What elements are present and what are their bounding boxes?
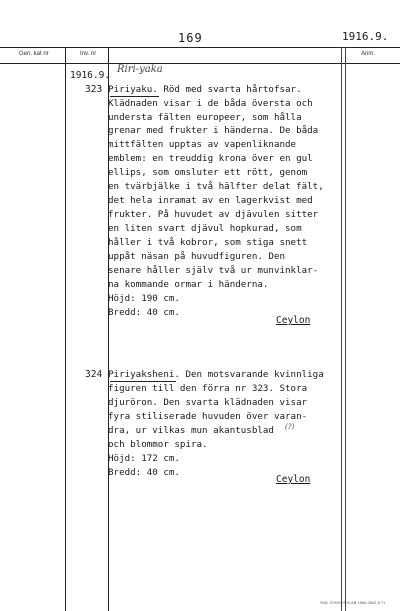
description-line: Piriyaku. Röd med svarta hårtofsar.	[108, 84, 302, 95]
column-inv-nr: Inv. nr	[80, 51, 97, 57]
handwritten-note: (?)	[285, 423, 295, 431]
column-gen-kat-nr: Gen. kat nr	[19, 51, 49, 57]
column-divider	[65, 47, 66, 611]
width-line: Bredd: 40 cm.	[108, 307, 180, 318]
description-line: senare håller själv två ur munvinklar-	[108, 265, 319, 276]
description-line: en tvärbjälke i två hälfter delat fält,	[108, 181, 324, 192]
handwritten-note: Riri-yaka	[117, 64, 163, 75]
description-line: emblem: en treuddig krona över en gul	[108, 153, 313, 164]
description-line: djuröron. Den svarta klädnaden visar	[108, 397, 308, 408]
description-line: mittfälten upptas av vapenliknande	[108, 139, 297, 150]
origin-label: Ceylon	[276, 474, 311, 485]
origin-label: Ceylon	[276, 315, 311, 326]
description-line: understa fälten europeer, som hålla	[108, 112, 302, 123]
description-line: ellips, som omsluter ett rött, genom	[108, 167, 308, 178]
year-mark: 1916.9.	[342, 30, 389, 43]
entry-year: 1916.9.	[70, 70, 111, 81]
height-line: Höjd: 190 cm.	[108, 293, 180, 304]
entry-inv-nr: 324	[85, 369, 103, 380]
entry-inv-nr: 323	[85, 84, 103, 95]
description-line: och blommor spira.	[108, 439, 208, 450]
description-line: uppåt näsan på huvudfiguren. Den	[108, 251, 286, 262]
description-line: en liten svart djävul hopkurad, som	[108, 223, 302, 234]
description-line: dra, ur vilkas mun akantusblad	[108, 425, 274, 436]
print-code: SVA. SYNSKRIV AB 1964 2642 8 71	[320, 600, 386, 605]
column-divider	[345, 47, 346, 611]
column-anm: Anm.	[361, 51, 376, 57]
description-line: frukter. På huvudet av djävulen sitter	[108, 209, 319, 220]
description-line: fyra stiliserade huvuden över varan-	[108, 411, 308, 422]
description-line: grenar med frukter i händerna. De båda	[108, 125, 319, 136]
column-header-row	[0, 47, 400, 64]
description-line: det hela inramat av en lagerkvist med	[108, 195, 313, 206]
description-line: Klädnaden visar i de båda översta och	[108, 98, 313, 109]
description-line: Piriyaksheni. Den motsvarande kvinnliga	[108, 369, 324, 380]
page-number: 169	[178, 31, 203, 45]
description-line: håller i två kobror, som stiga snett	[108, 237, 308, 248]
height-line: Höjd: 172 cm.	[108, 453, 180, 464]
description-line: figuren till den förra nr 323. Stora	[108, 383, 308, 394]
width-line: Bredd: 40 cm.	[108, 467, 180, 478]
description-line: na kommande ormar i händerna.	[108, 279, 269, 290]
column-divider	[341, 47, 342, 611]
